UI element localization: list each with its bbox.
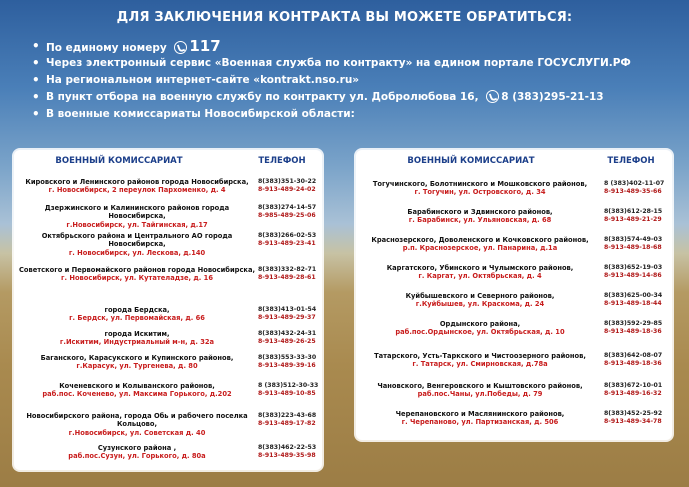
phone-mobile[interactable]: 8-913-489-39-16 <box>258 361 316 369</box>
office-name: города Искитим, <box>104 330 170 338</box>
office-address: раб.пос.Сузун, ул. Горького, д. 80а <box>68 452 206 461</box>
office-address: р.п. Краснозерское, ул. Панарина, д.1а <box>402 244 558 253</box>
phone-cell <box>258 204 322 219</box>
office-cell <box>360 352 600 369</box>
phone-cell <box>604 382 670 397</box>
phone-landline[interactable]: 8(383)332-82-71 <box>258 266 317 273</box>
phone-mobile[interactable]: 8-913-489-24-02 <box>258 185 316 193</box>
office-address: г. Татарск, ул. Смирновская, д.78а <box>412 360 548 369</box>
office-cell <box>360 320 600 337</box>
phone-mobile[interactable]: 8-913-489-35-98 <box>258 451 316 459</box>
phone-landline[interactable]: 8(383)413-01-54 <box>258 306 317 313</box>
column-header-office: ВОЕННЫЙ КОМИССАРИАТ <box>55 156 183 166</box>
contact-options-list <box>32 38 672 123</box>
office-address: г. Новосибирск, 2 переулок Пархоменко, д. 4 <box>48 186 226 195</box>
selection-point-phone[interactable]: 8 (383)295-21-13 <box>501 91 604 103</box>
office-name: Октябрьского района и Центрального АО города Новосибирска, <box>41 232 233 249</box>
phone-landline[interactable]: 8(383)574-49-03 <box>604 236 663 243</box>
phone-landline[interactable]: 8(383)452-25-92 <box>604 410 663 417</box>
office-name: Каргатского, Убинского и Чулымского районов, <box>386 264 574 272</box>
office-name: Советского и Первомайского районов города Новосибирска, <box>18 266 256 274</box>
office-cell <box>360 264 600 281</box>
office-address: г.Карасук, ул. Тургенева, д. 80 <box>76 362 198 371</box>
phone-mobile[interactable]: 8-985-489-25-06 <box>258 211 316 219</box>
office-cell <box>18 266 256 283</box>
left-table-header <box>14 156 322 170</box>
phone-mobile[interactable]: 8-913-489-23-41 <box>258 239 316 247</box>
office-address: г. Тогучин, ул. Островского, д. 34 <box>414 188 546 197</box>
phone-icon <box>486 90 499 103</box>
phone-mobile[interactable]: 8-913-489-35-66 <box>604 187 662 195</box>
office-name: Дзержинского и Калининского районов города Новосибирска, <box>44 204 230 221</box>
office-cell <box>18 204 256 229</box>
phone-cell <box>604 264 670 279</box>
office-name: Кировского и Ленинского районов города Новосибирска, <box>25 178 249 186</box>
office-address: раб.пос.Чаны, ул.Победы, д. 79 <box>417 390 543 399</box>
phone-mobile[interactable]: 8-913-489-18-36 <box>604 359 662 367</box>
office-address: г.Искитим, Индустриальный м-н, д. 32а <box>59 338 215 347</box>
phone-mobile[interactable]: 8-913-489-17-82 <box>258 419 316 427</box>
office-address: г. Каргат, ул. Октябрьская, д. 4 <box>418 272 542 281</box>
office-cell <box>18 178 256 195</box>
phone-mobile[interactable]: 8-913-489-18-36 <box>604 327 662 335</box>
bullet-unified-number <box>32 38 672 55</box>
phone-mobile[interactable]: 8-913-489-29-37 <box>258 313 316 321</box>
phone-landline[interactable]: 8(383)642-08-07 <box>604 352 663 359</box>
selection-point-address: В пункт отбора на военную службу по контракту ул. Добролюбова 16, <box>46 91 479 103</box>
office-cell <box>360 208 600 225</box>
phone-cell <box>604 208 670 223</box>
phone-cell <box>604 292 670 307</box>
office-cell <box>18 444 256 461</box>
bullet-regional-site: • На региональном интернет-сайте «kontrakt.nso.ru» <box>32 72 672 89</box>
office-address: г. Новосибирск, ул. Кутателадзе, д. 16 <box>61 274 213 283</box>
office-name: Ордынского района, <box>439 320 521 328</box>
phone-mobile[interactable]: 8-913-489-26-25 <box>258 337 316 345</box>
phone-landline[interactable]: 8(383)625-00-34 <box>604 292 663 299</box>
office-name: Барабинского и Здвинского районов, <box>407 208 553 216</box>
phone-cell <box>258 266 322 281</box>
column-header-office: ВОЕННЫЙ КОМИССАРИАТ <box>407 156 535 166</box>
office-address: г. Новосибирск, ул. Лескова, д.140 <box>68 248 206 257</box>
office-address: г. Бердск, ул. Первомайская, д. 66 <box>69 314 205 323</box>
phone-landline[interactable]: 8(383)592-29-85 <box>604 320 663 327</box>
office-name: города Бердска, <box>104 306 170 314</box>
office-address: г.Куйбышев, ул. Краскома, д. 24 <box>415 300 545 309</box>
office-cell <box>360 236 600 253</box>
phone-mobile[interactable]: 8-913-489-16-32 <box>604 389 662 397</box>
phone-cell <box>258 232 322 247</box>
phone-landline[interactable]: 8(383)652-19-03 <box>604 264 663 271</box>
phone-landline[interactable]: 8 (383)402-11-07 <box>604 180 665 187</box>
phone-mobile[interactable]: 8-913-489-21-29 <box>604 215 662 223</box>
phone-landline[interactable]: 8(383)351-30-22 <box>258 178 317 185</box>
column-header-phone: ТЕЛЕФОН <box>607 156 655 166</box>
office-name: Тогучинского, Болотнинского и Мошковского районов, <box>372 180 588 188</box>
phone-cell <box>258 382 322 397</box>
phone-mobile[interactable]: 8-913-489-18-44 <box>604 299 662 307</box>
phone-cell <box>604 320 670 335</box>
office-cell <box>18 232 256 257</box>
phone-mobile[interactable]: 8-913-489-14-86 <box>604 271 662 279</box>
phone-cell <box>258 178 322 193</box>
phone-cell <box>258 330 322 345</box>
office-cell <box>18 306 256 323</box>
office-cell <box>360 410 600 427</box>
office-name: Коченевского и Колыванского районов, <box>59 382 215 390</box>
phone-landline[interactable]: 8(383)462-22-53 <box>258 444 317 451</box>
office-address: г. Черепаново, ул. Партизанская, д. 506 <box>401 418 559 427</box>
phone-cell <box>258 306 322 321</box>
right-commissariat-table <box>356 150 672 440</box>
phone-mobile[interactable]: 8-913-489-28-61 <box>258 273 316 281</box>
office-name: Краснозерского, Доволенского и Кочковского районов, <box>371 236 589 244</box>
office-address: г.Новосибирск, ул. Советская д. 40 <box>68 428 206 437</box>
office-address: г.Новосибирск, ул. Тайгинская, д.17 <box>66 220 208 229</box>
phone-landline[interactable]: 8(383)612-28-15 <box>604 208 663 215</box>
bullet-gosuslugi: • Через электронный сервис «Военная служба по контракту» на едином портале ГОСУСЛУГИ.РФ <box>32 55 672 72</box>
phone-landline[interactable]: 8(383)553-33-30 <box>258 354 317 361</box>
phone-landline[interactable]: 8(383)672-10-01 <box>604 382 663 389</box>
office-cell <box>18 354 256 371</box>
page-title: ДЛЯ ЗАКЛЮЧЕНИЯ КОНТРАКТА ВЫ МОЖЕТЕ ОБРАТИТЬСЯ: <box>116 10 573 25</box>
office-cell <box>360 180 600 197</box>
phone-landline[interactable]: 8(383)223-43-68 <box>258 412 317 419</box>
office-cell <box>18 330 256 347</box>
column-header-phone: ТЕЛЕФОН <box>258 156 306 166</box>
phone-mobile[interactable]: 8-913-489-34-78 <box>604 417 662 425</box>
office-address: раб.пос.Ордынское, ул. Октябрьская, д. 10 <box>395 328 565 337</box>
phone-mobile[interactable]: 8-913-489-10-85 <box>258 389 316 397</box>
left-commissariat-table <box>14 150 322 470</box>
phone-cell <box>604 236 670 251</box>
office-cell <box>18 382 256 399</box>
office-name: Куйбышевского и Северного районов, <box>405 292 555 300</box>
phone-landline[interactable]: 8(383)266-02-53 <box>258 232 317 239</box>
phone-landline[interactable]: 8(383)274-14-57 <box>258 204 317 211</box>
phone-cell <box>604 180 670 195</box>
phone-landline[interactable]: 8(383)432-24-31 <box>258 330 317 337</box>
bullet-selection-point <box>32 89 672 106</box>
office-name: Татарского, Усть-Таркского и Чистоозерного районов, <box>374 352 586 360</box>
right-table-header <box>356 156 672 170</box>
office-name: Сузунского района , <box>97 444 177 452</box>
office-address: раб.пос. Коченево, ул. Максима Горького, д.202 <box>42 390 232 399</box>
phone-cell <box>604 352 670 367</box>
phone-icon <box>174 41 187 54</box>
phone-cell <box>604 410 670 425</box>
office-address: г. Барабинск, ул. Ульяновская, д. 68 <box>408 216 552 225</box>
bullet-commissariats: • В военные комиссариаты Новосибирской области: <box>32 106 672 123</box>
office-cell <box>360 382 600 399</box>
office-name: Чановского, Венгеровского и Кыштовского районов, <box>377 382 583 390</box>
office-name: Черепановского и Маслянинского районов, <box>395 410 565 418</box>
phone-landline[interactable]: 8 (383)512-30-33 <box>258 382 319 389</box>
phone-mobile[interactable]: 8-913-489-18-68 <box>604 243 662 251</box>
office-name: Баганского, Карасукского и Купинского районов, <box>40 354 234 362</box>
phone-cell <box>258 354 322 369</box>
phone-cell <box>258 444 322 459</box>
office-name: Новосибирского района, города Обь и рабочего поселка Кольцово, <box>26 412 248 429</box>
phone-cell <box>258 412 322 427</box>
office-cell <box>360 292 600 309</box>
bullet-unified-number-text: По единому номеру <box>46 42 167 54</box>
unified-number[interactable]: 117 <box>189 37 221 55</box>
office-cell <box>18 412 256 437</box>
